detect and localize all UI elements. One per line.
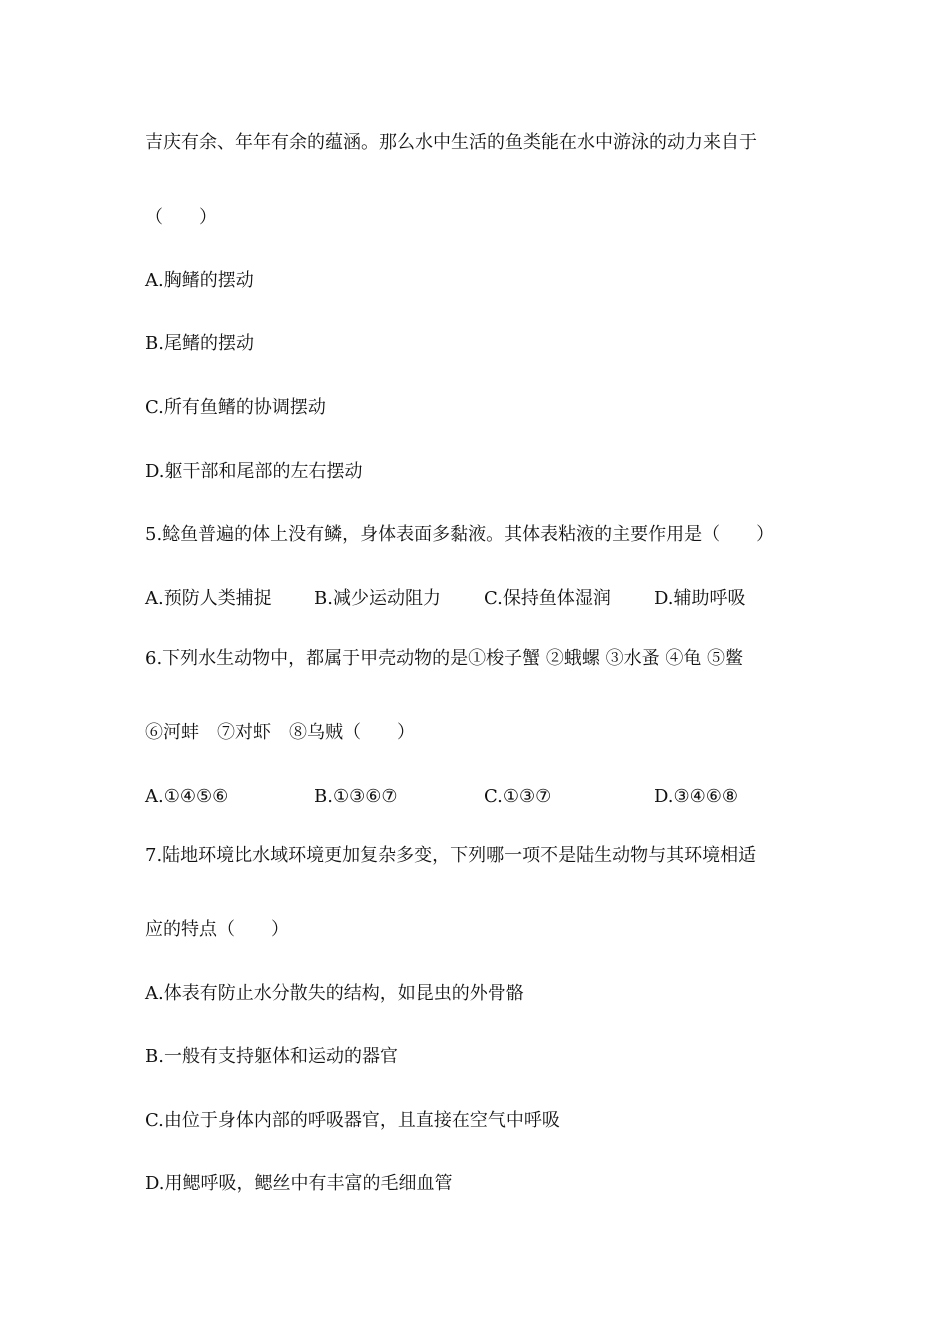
q4-option-d: D.躯干部和尾部的左右摆动 bbox=[145, 461, 363, 482]
q6-stem-line2: ⑥河蚌 ⑦对虾 ⑧乌贼（ ） bbox=[145, 722, 415, 743]
q4-stem-continuation: 吉庆有余、年年有余的蕴涵。那么水中生活的鱼类能在水中游泳的动力来自于 bbox=[145, 132, 757, 153]
q5-option-c: C.保持鱼体湿润 bbox=[484, 588, 611, 609]
q7-option-c: C.由位于身体内部的呼吸器官，且直接在空气中呼吸 bbox=[145, 1110, 560, 1131]
q7-option-b: B.一般有支持躯体和运动的器官 bbox=[145, 1046, 398, 1067]
q4-option-a: A.胸鳍的摆动 bbox=[145, 270, 254, 291]
q5-option-a: A.预防人类捕捉 bbox=[145, 588, 272, 609]
q6-option-b: B.①③⑥⑦ bbox=[314, 786, 398, 807]
q6-option-a: A.①④⑤⑥ bbox=[145, 786, 229, 807]
q4-option-b: B.尾鳍的摆动 bbox=[145, 333, 254, 354]
q7-option-d: D.用鳃呼吸，鳃丝中有丰富的毛细血管 bbox=[145, 1173, 453, 1194]
q5-option-d: D.辅助呼吸 bbox=[654, 588, 746, 609]
q4-option-c: C.所有鱼鳍的协调摆动 bbox=[145, 397, 326, 418]
q7-stem-line2: 应的特点（ ） bbox=[145, 919, 289, 940]
q5-option-b: B.减少运动阻力 bbox=[314, 588, 441, 609]
q7-option-a: A.体表有防止水分散失的结构，如昆虫的外骨骼 bbox=[145, 983, 524, 1004]
q6-option-c: C.①③⑦ bbox=[484, 786, 552, 807]
q7-stem-line1: 7.陆地环境比水域环境更加复杂多变，下列哪一项不是陆生动物与其环境相适 bbox=[145, 845, 757, 866]
q6-stem-line1: 6.下列水生动物中，都属于甲壳动物的是①梭子蟹 ②蛾螺 ③水蚤 ④龟 ⑤鳖 bbox=[145, 648, 744, 669]
q6-option-d: D.③④⑥⑧ bbox=[654, 786, 739, 807]
q4-answer-parentheses: （ ） bbox=[145, 207, 217, 228]
q5-stem: 5.鲶鱼普遍的体上没有鳞，身体表面多黏液。其体表粘液的主要作用是（ ） bbox=[145, 524, 775, 545]
